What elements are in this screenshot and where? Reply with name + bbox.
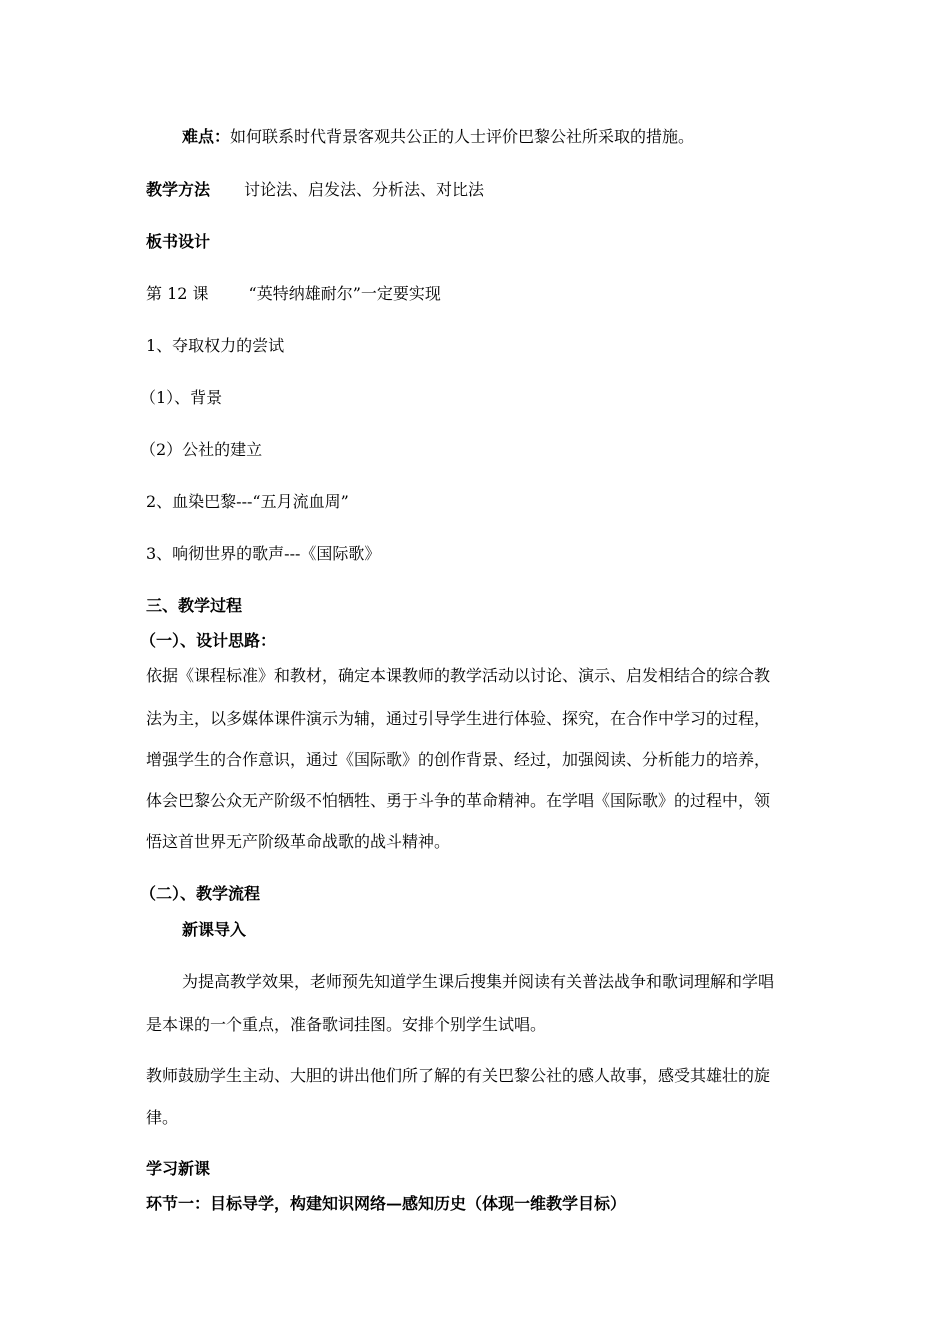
outline-item: （2）公社的建立 — [140, 440, 263, 459]
new-lesson-heading: 学习新课 — [146, 1159, 211, 1178]
intro-paragraph-line: 为提高教学效果，老师预先知道学生课后搜集并阅读有关普法战争和歌词理解和学唱 — [182, 972, 775, 991]
encourage-paragraph-line: 教师鼓励学生主动、大胆的讲出他们所了解的有关巴黎公社的感人故事，感受其雄壮的旋 — [146, 1066, 771, 1085]
outline-item: 2、血染巴黎---“五月流血周” — [146, 492, 349, 511]
design-paragraph-line: 依据《课程标准》和教材，确定本课教师的教学活动以讨论、演示、启发相结合的综合教 — [146, 666, 771, 685]
design-paragraph-line: 悟这首世界无产阶级革命战歌的战斗精神。 — [146, 832, 451, 851]
process-heading: 三、教学过程 — [146, 596, 243, 615]
outline-item: 3、响彻世界的歌声---《国际歌》 — [146, 544, 381, 563]
method-text: 讨论法、启发法、分析法、对比法 — [244, 180, 485, 199]
board-design-heading: 板书设计 — [146, 232, 211, 251]
outline-item: （1）、背景 — [140, 388, 223, 407]
method-line — [146, 180, 484, 200]
outline-item: 1、夺取权力的尝试 — [146, 336, 285, 355]
design-heading: （一）、设计思路： — [140, 631, 277, 650]
lesson-number: 第 12 课 — [146, 284, 209, 303]
flow-heading: （二）、教学流程 — [140, 884, 261, 903]
step-one-heading: 环节一：目标导学，构建知识网络—感知历史（体现一维教学目标） — [146, 1194, 627, 1213]
intro-paragraph-line: 是本课的一个重点，准备歌词挂图。安排个别学生试唱。 — [146, 1015, 547, 1034]
difficulty-text: 如何联系时代背景客观共公正的人士评价巴黎公社所采取的措施。 — [230, 127, 695, 146]
intro-heading: 新课导入 — [182, 920, 247, 939]
design-paragraph-line: 增强学生的合作意识，通过《国际歌》的创作背景、经过，加强阅读、分析能力的培养， — [146, 750, 771, 769]
design-paragraph-line: 体会巴黎公众无产阶级不怕牺牲、勇于斗争的革命精神。在学唱《国际歌》的过程中，领 — [146, 791, 771, 810]
method-label: 教学方法 — [146, 180, 211, 199]
lesson-title-line — [146, 284, 441, 304]
difficulty-line — [182, 127, 694, 147]
encourage-paragraph-line: 律。 — [146, 1108, 179, 1127]
design-paragraph-line: 法为主，以多媒体课件演示为辅，通过引导学生进行体验、探究，在合作中学习的过程， — [146, 709, 771, 728]
difficulty-label: 难点： — [182, 127, 231, 146]
lesson-title: “英特纳雄耐尔”一定要实现 — [248, 284, 441, 303]
